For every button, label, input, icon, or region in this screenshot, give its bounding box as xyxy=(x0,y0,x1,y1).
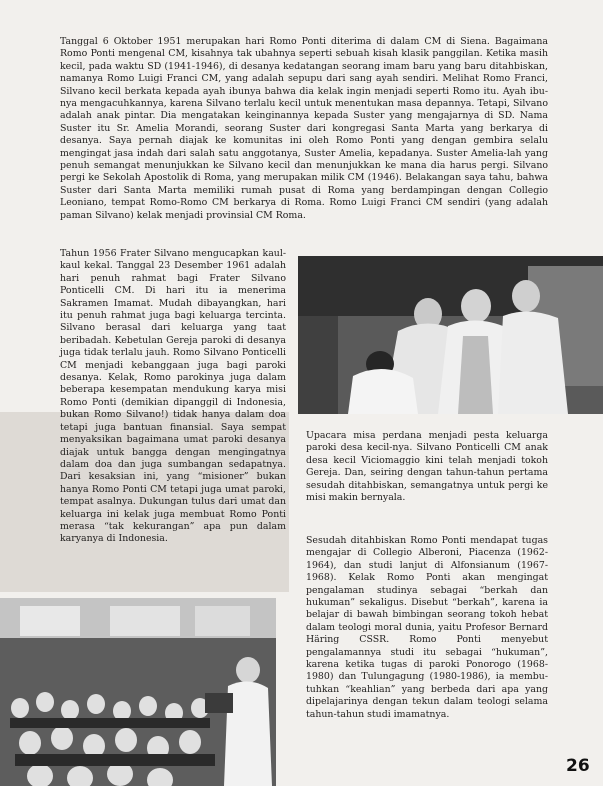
right-column-paragraph-1: Upacara misa perdana menjadi pesta keluarga paroki desa kecil-nya. Silvano Ponticelli CM anak desa kecil Viciomaggio kini telah menjadi tokoh Gereja. Dan, seiring dengan tahun-tahun pertama sesudah ditahbiskan, semangatnya untuk pergi ke misi makin bernyala. xyxy=(306,430,548,504)
ordination-photo-illustration xyxy=(298,256,603,414)
classroom-photo-illustration xyxy=(0,598,276,786)
ordination-photo xyxy=(298,256,603,414)
left-column-paragraph: Tahun 1956 Frater Silvano mengucapkan kaul-kaul kekal. Tanggal 23 Desember 1961 adalah hari penuh rahmat bagi Frater Silvano Ponticelli CM. Di hari itu ia menerima Sakramen Imamat. Mudah dibayangkan, hari itu penuh rahmat juga bagi keluarga tercinta. Silvano berasal dari keluarga yang taat beribadah. Kebetulan Gereja paroki di desanya juga tidak terlalu jauh. Romo Silvano Ponticelli CM menjadi kebanggaan juga bagi paroki desanya. Kelak, Romo parokinya juga dalam beberapa kesempatan mendukung karya misi Romo Ponti (demikian dipanggil di Indonesia, bukan Romo Silvano!) tidak hanya dalam doa tetapi juga bantuan finansial. Saya sempat menyaksikan bagaimana umat paroki desanya diajak untuk bangga dengan mengingatnya dalam doa dan juga sumbangan sedapatnya. Dari kesaksian ini, yang “misioner” bukan hanya Romo Ponti CM tetapi juga umat paroki, tempat asalnya. Dukungan tulus dari umat dan keluarga ini kelak juga membuat Romo Ponti merasa “tak kekurangan” apa pun dalam karyanya di Indonesia. xyxy=(60,248,286,545)
page-number: 26 xyxy=(566,756,590,776)
intro-paragraph: Tanggal 6 Oktober 1951 merupakan hari Romo Ponti diterima di dalam CM di Siena. Bagaimana Romo Ponti mengenal CM, kisahnya tak ubahnya seperti sebuah kisah klasik panggilan. Ketika masih kecil, pada waktu SD (1941-1946), di desanya kedatangan seorang imam baru yang baru ditahbiskan, namanya Romo Luigi Franci CM, yang adalah sepupu dari sang ayah sendiri. Melihat Romo Franci, Silvano kecil berkata kepada ayah ibunya bahwa dia kelak ingin menjadi seperti Romo itu. Ayah ibu-nya mengacuhkannya, karena Silvano terlalu kecil untuk menentukan masa depannya. Tetapi, Silvano adalah anak pintar. Dia mengatakan keinginannya kepada Suster yang mengajarnya di SD. Nama Suster itu Sr. Amelia Morandi, seorang Suster dari kongregasi Santa Marta yang berkarya di desanya. Saya pernah diajak ke komunitas ini oleh Romo Ponti yang dengan gembira selalu mengingat jasa indah dari salah satu anggotanya, Suster Amelia, kepadanya. Suster Amelia-lah yang penuh semangat menunjukkan ke Silvano kecil dan menunjukkan ke mana dia harus pergi. Silvano pergi ke Sekolah Apostolik di Roma, yang merupakan milik CM (1946). Belakangan saya tahu, bahwa Suster dari Santa Marta memiliki rumah pusat di Roma yang berdampingan dengan Collegio Leoniano, tempat Romo-Romo CM berkarya di Roma. Romo Luigi Franci CM sendiri (yang adalah paman Silvano) kelak menjadi provinsial CM Roma. xyxy=(60,36,548,221)
classroom-photo xyxy=(0,598,276,786)
right-column-paragraph-2: Sesudah ditahbiskan Romo Ponti mendapat tugas mengajar di Collegio Alberoni, Piacenza (1962-1964), dan studi lanjut di Alfonsianum (1967-1968). Kelak Romo Ponti akan mengingat pengalaman studinya sebagai “berkah dan hukuman” sekaligus. Disebut “berkah”, karena ia belajar di bawah bimbingan seorang tokoh hebat dalam teologi moral dunia, yaitu Profesor Bernard Häring CSSR. Romo Ponti menyebut pengalamannya studi itu sebagai “hukuman”, karena ketika tugas di paroki Ponorogo (1968-1980) dan Tulungagung (1980-1986), ia membu-tuhkan “keahlian” yang berbeda dari apa yang dipelajarinya dengan tekun dalam teologi selama tahun-tahun studi imamatnya. xyxy=(306,535,548,720)
